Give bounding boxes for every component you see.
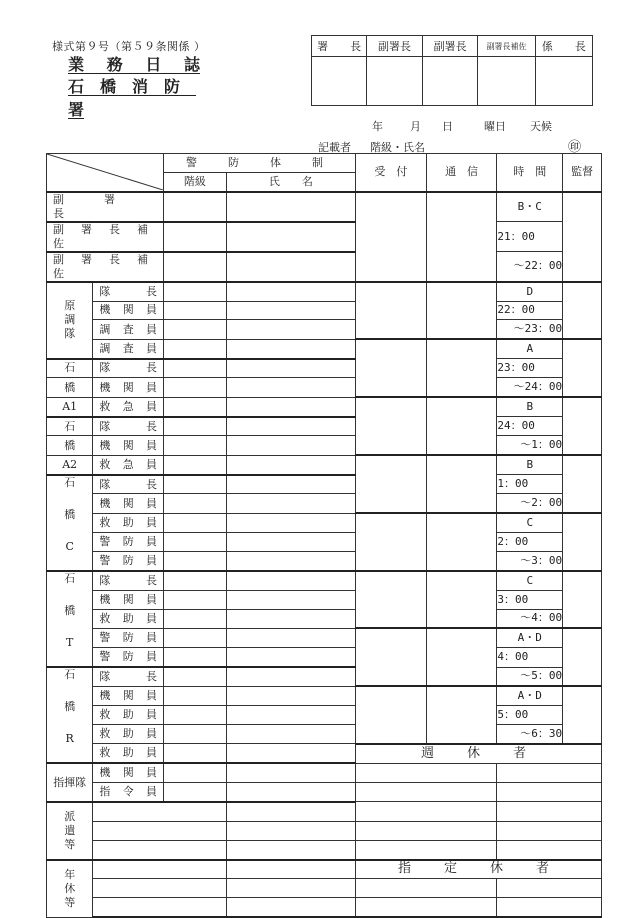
tsushin-cell[interactable] <box>426 513 497 571</box>
time-start: 22：00 <box>497 301 563 320</box>
role-kikanin: 機 関 員 <box>93 494 164 513</box>
name-cell[interactable] <box>226 475 355 494</box>
uketsuke-cell[interactable] <box>356 686 427 744</box>
name-cell[interactable] <box>226 533 355 552</box>
time-end: ～24：00 <box>497 378 563 397</box>
name-cell[interactable] <box>226 378 355 397</box>
rank-cell[interactable] <box>164 359 227 378</box>
name-cell[interactable] <box>226 192 355 222</box>
rank-cell[interactable] <box>164 436 227 455</box>
time-end: ～6：30 <box>497 725 563 744</box>
rank-cell[interactable] <box>164 222 227 252</box>
rank-cell[interactable] <box>164 590 227 609</box>
rank-cell[interactable] <box>164 648 227 667</box>
name-cell[interactable] <box>226 320 355 339</box>
role-kyujoin: 救 助 員 <box>93 725 164 744</box>
seal-icon: ㊞ <box>568 140 582 155</box>
rank-cell[interactable] <box>164 455 227 474</box>
time-end: ～4：00 <box>497 609 563 628</box>
time-end: ～1：00 <box>497 436 563 455</box>
role-taicho: 隊 長 <box>93 282 164 301</box>
name-cell[interactable] <box>226 252 355 282</box>
unit-nenkyu: 年 休 等 <box>47 860 93 918</box>
kantoku-cell[interactable] <box>563 686 602 744</box>
rank-cell[interactable] <box>164 475 227 494</box>
uketsuke-cell[interactable] <box>356 397 427 455</box>
diagonal-header <box>47 154 164 192</box>
role-keibouin: 警 防 員 <box>93 648 164 667</box>
tsushin-cell[interactable] <box>426 628 497 686</box>
rank-cell[interactable] <box>164 533 227 552</box>
name-cell[interactable] <box>226 417 355 436</box>
name-cell[interactable] <box>226 494 355 513</box>
rank-cell[interactable] <box>164 417 227 436</box>
tsushin-cell[interactable] <box>426 455 497 513</box>
time-end: ～3：00 <box>497 552 563 571</box>
stamp-box[interactable] <box>312 57 367 106</box>
unit-c: 石 橋 C <box>47 475 93 571</box>
kantoku-cell[interactable] <box>563 455 602 513</box>
name-header: 氏 名 <box>226 172 355 191</box>
tsushin-cell[interactable] <box>426 192 497 282</box>
time-end: ～23：00 <box>497 320 563 339</box>
month-label: 月 <box>410 120 421 133</box>
unit-a1-label: 石 <box>47 359 93 378</box>
stamp-box[interactable] <box>367 57 423 106</box>
name-cell[interactable] <box>226 667 355 686</box>
role-kyujoin: 救 助 員 <box>93 513 164 532</box>
stamp-box[interactable] <box>422 57 478 106</box>
year-label: 年 <box>372 120 383 133</box>
haken-name-cell[interactable] <box>226 840 355 859</box>
role-chosain: 調 査 員 <box>93 320 164 339</box>
role-kikanin: 機 関 員 <box>93 301 164 320</box>
name-cell[interactable] <box>226 359 355 378</box>
rank-header: 階級 <box>164 172 227 191</box>
rank-cell[interactable] <box>164 609 227 628</box>
time-start: 4：00 <box>497 648 563 667</box>
uketsuke-cell[interactable] <box>356 513 427 571</box>
time-code: B・C <box>497 192 563 222</box>
role-chosain: 調 査 員 <box>93 339 164 358</box>
name-cell[interactable] <box>226 436 355 455</box>
name-cell[interactable] <box>226 744 355 763</box>
unit-a2-label: A2 <box>47 455 93 474</box>
shukyu-cell[interactable] <box>356 763 497 782</box>
time-start: 1：00 <box>497 475 563 494</box>
name-cell[interactable] <box>226 301 355 320</box>
name-cell[interactable] <box>226 571 355 590</box>
haken-cell[interactable] <box>93 840 226 859</box>
role-keibouin: 警 防 員 <box>93 533 164 552</box>
time-code: B <box>497 397 563 416</box>
kantoku-cell[interactable] <box>563 628 602 686</box>
jikan-header: 時 間 <box>497 154 563 192</box>
time-start: 24：00 <box>497 417 563 436</box>
name-cell[interactable] <box>226 397 355 416</box>
name-cell[interactable] <box>226 339 355 358</box>
nenkyu-cell[interactable] <box>93 879 226 898</box>
name-cell[interactable] <box>226 763 355 782</box>
time-code: C <box>497 571 563 590</box>
unit-r: 石 橋 R <box>47 667 93 763</box>
rank-cell[interactable] <box>164 378 227 397</box>
name-cell[interactable] <box>226 686 355 705</box>
time-code: D <box>497 282 563 301</box>
time-start: 23：00 <box>497 359 563 378</box>
kantoku-cell[interactable] <box>563 513 602 571</box>
rank-cell[interactable] <box>164 252 227 282</box>
shukyu-cell[interactable] <box>497 802 602 821</box>
role-fukushocho: 副 署 長 <box>47 192 164 222</box>
time-code: A・D <box>497 628 563 647</box>
role-taicho: 隊 長 <box>93 571 164 590</box>
shukyu-cell[interactable] <box>497 763 602 782</box>
rank-cell[interactable] <box>164 301 227 320</box>
uketsuke-cell[interactable] <box>356 282 427 340</box>
name-cell[interactable] <box>226 222 355 252</box>
role-kikanin: 機 関 員 <box>93 590 164 609</box>
rank-cell[interactable] <box>164 667 227 686</box>
shukyu-cell[interactable] <box>356 821 497 840</box>
stamp-header-deputy: 副署長 <box>422 36 478 57</box>
name-cell[interactable] <box>226 648 355 667</box>
time-code: B <box>497 455 563 474</box>
time-code: C <box>497 513 563 532</box>
tsushin-cell[interactable] <box>426 397 497 455</box>
name-cell[interactable] <box>226 725 355 744</box>
haken-cell[interactable] <box>93 821 226 840</box>
document-title: 業 務 日 誌 <box>68 55 200 74</box>
role-shireiin: 指 令 員 <box>93 783 164 802</box>
form-number: 様式第９号（第５９条関係 ） <box>52 40 206 53</box>
name-cell[interactable] <box>226 282 355 301</box>
rank-cell[interactable] <box>164 706 227 725</box>
diagonal-line <box>47 154 163 190</box>
duty-log-table <box>46 153 602 918</box>
tsushin-cell[interactable] <box>426 571 497 629</box>
rank-cell[interactable] <box>164 686 227 705</box>
uketsuke-header: 受 付 <box>356 154 427 192</box>
stamp-header-deputy: 副署長 <box>367 36 423 57</box>
time-code: A <box>497 339 563 358</box>
rank-cell[interactable] <box>164 494 227 513</box>
name-cell[interactable] <box>226 706 355 725</box>
role-kyujoin: 救 助 員 <box>93 744 164 763</box>
role-kyukyuin: 救 急 員 <box>93 455 164 474</box>
shukyu-cell[interactable] <box>497 783 602 802</box>
role-taicho: 隊 長 <box>93 359 164 378</box>
kantoku-header: 監督 <box>563 154 602 192</box>
name-cell[interactable] <box>226 590 355 609</box>
role-hosa: 副 署 長 補 佐 <box>47 252 164 282</box>
rank-name-label: 階級・氏名 <box>370 141 425 154</box>
shitei-kyu-cell[interactable] <box>497 898 602 917</box>
rank-cell[interactable] <box>164 552 227 571</box>
role-taicho: 隊 長 <box>93 417 164 436</box>
role-kikanin: 機 関 員 <box>93 436 164 455</box>
kantoku-cell[interactable] <box>563 397 602 455</box>
rank-cell[interactable] <box>164 192 227 222</box>
tsushin-header: 通 信 <box>426 154 497 192</box>
nenkyu-name-cell[interactable] <box>226 860 355 879</box>
shukyu-cell[interactable] <box>356 840 497 859</box>
shukyu-cell[interactable] <box>497 840 602 859</box>
time-end: ～2：00 <box>497 494 563 513</box>
rank-cell[interactable] <box>164 513 227 532</box>
kantoku-cell[interactable] <box>563 282 602 340</box>
role-taicho: 隊 長 <box>93 475 164 494</box>
kantoku-cell[interactable] <box>563 571 602 629</box>
rank-cell[interactable] <box>164 628 227 647</box>
rank-cell[interactable] <box>164 282 227 301</box>
stamp-box[interactable] <box>535 57 592 106</box>
haken-name-cell[interactable] <box>226 821 355 840</box>
uketsuke-cell[interactable] <box>356 455 427 513</box>
role-kikanin: 機 関 員 <box>93 686 164 705</box>
time-end: ～22：00 <box>497 252 563 282</box>
approval-stamp-table <box>311 35 593 106</box>
role-hosa: 副 署 長 補 佐 <box>47 222 164 252</box>
nenkyu-cell[interactable] <box>93 860 226 879</box>
unit-t: 石 橋 T <box>47 571 93 667</box>
time-code: A・D <box>497 686 563 705</box>
tsushin-cell[interactable] <box>426 686 497 744</box>
rank-cell[interactable] <box>164 339 227 358</box>
rank-cell[interactable] <box>164 744 227 763</box>
stamp-header-chief: 署 長 <box>312 36 367 57</box>
name-cell[interactable] <box>226 628 355 647</box>
unit-a2-label: 石 <box>47 417 93 436</box>
name-cell[interactable] <box>226 609 355 628</box>
shukyu-cell[interactable] <box>497 821 602 840</box>
tsushin-cell[interactable] <box>426 339 497 397</box>
rank-cell[interactable] <box>164 783 227 802</box>
nenkyu-name-cell[interactable] <box>226 898 355 917</box>
weather-label: 天候 <box>530 120 552 133</box>
role-kyujoin: 救 助 員 <box>93 609 164 628</box>
unit-shikitai: 指揮隊 <box>47 763 93 802</box>
unit-a1-label: 橋 <box>47 378 93 397</box>
role-keibouin: 警 防 員 <box>93 628 164 647</box>
name-cell[interactable] <box>226 783 355 802</box>
role-kyujoin: 救 助 員 <box>93 706 164 725</box>
tsushin-cell[interactable] <box>426 282 497 340</box>
shukyu-cell[interactable] <box>356 783 497 802</box>
shukyu-cell[interactable] <box>356 802 497 821</box>
rank-cell[interactable] <box>164 725 227 744</box>
unit-haken: 派 遣 等 <box>47 802 93 860</box>
stamp-header-section-chief: 係 長 <box>535 36 592 57</box>
nenkyu-cell[interactable] <box>93 898 226 917</box>
rank-cell[interactable] <box>164 763 227 782</box>
stamp-header-deputy-assistant: 副署長補佐 <box>478 36 535 57</box>
role-keibouin: 警 防 員 <box>93 552 164 571</box>
unit-a1-label: A1 <box>47 397 93 416</box>
kantoku-cell[interactable] <box>563 192 602 282</box>
time-start: 21：00 <box>497 222 563 252</box>
day-label: 日 <box>442 120 453 133</box>
role-taicho: 隊 長 <box>93 667 164 686</box>
role-kikanin: 機 関 員 <box>93 378 164 397</box>
unit-genchosa: 原 調 隊 <box>47 282 93 359</box>
name-cell[interactable] <box>226 552 355 571</box>
nenkyu-name-cell[interactable] <box>226 879 355 898</box>
keibou-header: 警 防 体 制 <box>164 154 356 173</box>
uketsuke-cell[interactable] <box>356 339 427 397</box>
haken-name-cell[interactable] <box>226 802 355 821</box>
stamp-box[interactable] <box>478 57 535 106</box>
shitei-kyu-cell[interactable] <box>356 898 497 917</box>
shitei-kyu-cell[interactable] <box>497 879 602 898</box>
station-name: 石 橋 消 防 署 <box>68 77 197 119</box>
role-kyukyuin: 救 急 員 <box>93 397 164 416</box>
time-end: ～5：00 <box>497 667 563 686</box>
rank-cell[interactable] <box>164 320 227 339</box>
weekday-label: 曜日 <box>484 120 506 133</box>
rank-cell[interactable] <box>164 397 227 416</box>
shukyu-header: 週 休 者 <box>356 744 602 763</box>
uketsuke-cell[interactable] <box>356 192 427 282</box>
haken-cell[interactable] <box>93 802 226 821</box>
recorder-label: 記載者 <box>318 141 351 154</box>
unit-a2-label: 橋 <box>47 436 93 455</box>
rank-cell[interactable] <box>164 571 227 590</box>
uketsuke-cell[interactable] <box>356 571 427 629</box>
shitei-kyu-cell[interactable] <box>356 879 497 898</box>
uketsuke-cell[interactable] <box>356 628 427 686</box>
time-start: 2：00 <box>497 533 563 552</box>
shitei-kyu-header: 指 定 休 者 <box>356 860 602 879</box>
role-kikanin: 機 関 員 <box>93 763 164 782</box>
name-cell[interactable] <box>226 513 355 532</box>
name-cell[interactable] <box>226 455 355 474</box>
time-start: 5：00 <box>497 706 563 725</box>
kantoku-cell[interactable] <box>563 339 602 397</box>
time-start: 3：00 <box>497 590 563 609</box>
